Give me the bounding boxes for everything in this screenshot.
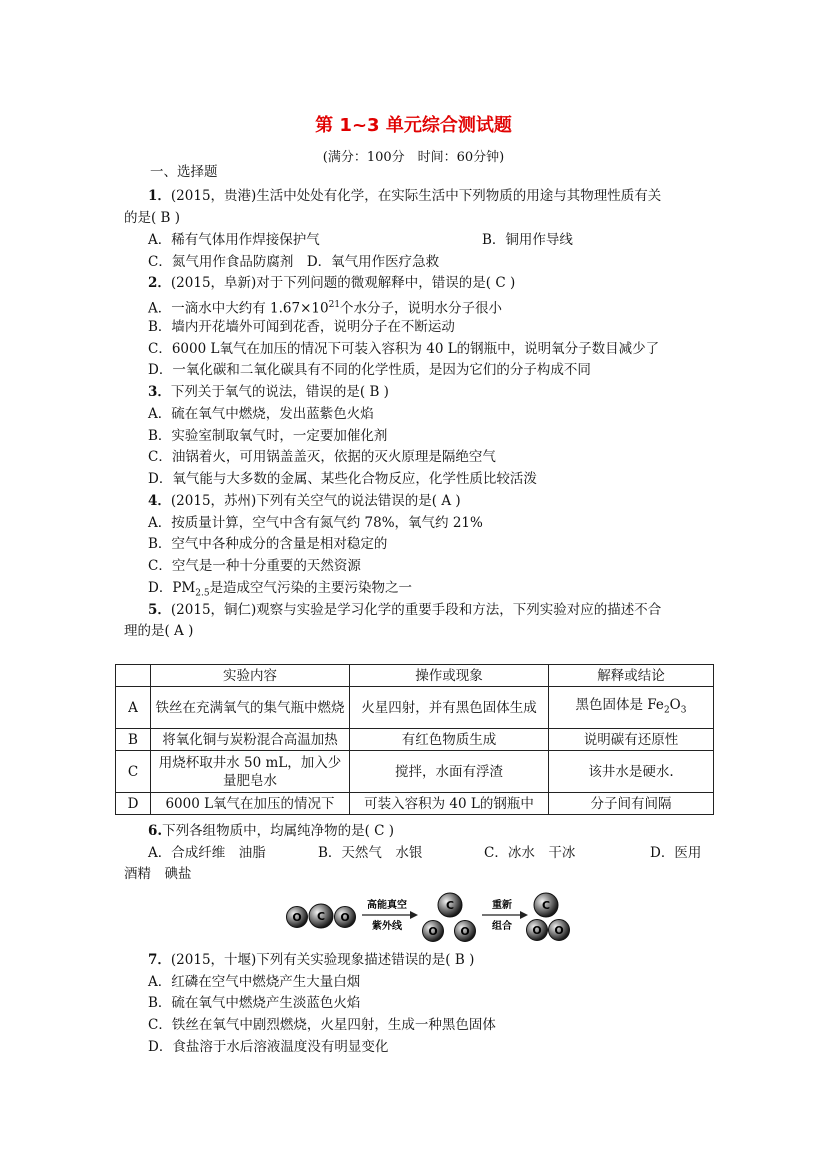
question-number: 6. xyxy=(148,823,163,839)
table-cell-content: 用烧杯取井水 50 mL，加入少量肥皂水 xyxy=(151,751,350,793)
question-text: 下列关于氧气的说法，错误的是( B ) xyxy=(170,384,389,400)
option-text: A．一滴水中大约有 1.67×10 xyxy=(148,300,329,317)
table-header-cell: 操作或现象 xyxy=(350,665,549,687)
question-2-option-a xyxy=(148,295,502,319)
question-3-option-c: C．油锅着火，可用锅盖盖灭，依据的灭火原理是隔绝空气 xyxy=(148,449,496,465)
question-text: 下列各组物质中，均属纯净物的是( C ) xyxy=(162,823,395,839)
table-header-row xyxy=(116,665,714,687)
conclusion-text: 黑色固体是 Fe xyxy=(575,696,664,713)
question-7-option-d: D．食盐溶于水后溶液温度没有明显变化 xyxy=(148,1039,389,1055)
table-cell-operation: 搅拌，水面有浮渣 xyxy=(350,751,549,793)
atom-label: C xyxy=(541,899,551,912)
question-7-option-a: A．红磷在空气中燃烧产生大量白烟 xyxy=(148,974,361,990)
question-6-option-a: A．合成纤维 油脂 xyxy=(148,845,266,861)
question-number: 5． xyxy=(148,602,171,618)
question-3-option-d: D．氧气能与大多数的金属、某些化合物反应，化学性质比较活泼 xyxy=(148,471,537,487)
table-cell-label: D xyxy=(116,793,151,815)
table-cell-label: A xyxy=(116,687,151,729)
question-2-option-d: D．一氧化碳和二氧化碳具有不同的化学性质，是因为它们的分子构成不同 xyxy=(148,362,591,378)
atom-label: C xyxy=(445,899,455,912)
question-text: (2015，铜仁)观察与实验是学习化学的重要手段和方法，下列实验对应的描述不合 xyxy=(170,602,662,618)
table-cell-content: 6000 L氧气在加压的情况下 xyxy=(151,793,350,815)
question-number: 3． xyxy=(148,384,171,400)
option-text: 个水分子，说明水分子很小 xyxy=(340,300,503,317)
question-6-option-d-cont: 酒精 碘盐 xyxy=(124,866,192,882)
question-5-stem-cont: 理的是( A ) xyxy=(124,623,194,639)
table-cell-label: C xyxy=(116,751,151,793)
arrow-head xyxy=(410,911,418,919)
question-6-option-c: C．冰水 干冰 xyxy=(484,845,576,861)
question-number: 1． xyxy=(148,188,171,204)
atom-label: O xyxy=(292,911,302,924)
atom-label: O xyxy=(340,911,350,924)
question-2-option-b: B．墙内开花墙外可闻到花香，说明分子在不断运动 xyxy=(148,319,455,335)
option-text: D．PM xyxy=(148,580,196,596)
question-text: (2015，贵港)生活中处处有化学，在实际生活中下列物质的用途与其物理性质有关 xyxy=(170,188,662,204)
question-2-stem xyxy=(148,273,515,293)
table-row xyxy=(116,793,714,815)
arrow-label-top: 重新 xyxy=(492,900,512,911)
question-2-option-c: C．6000 L氧气在加压的情况下可装入容积为 40 L的钢瓶中，说明氧分子数目减少了 xyxy=(148,341,660,357)
question-1-stem-cont: 的是( B ) xyxy=(124,210,181,226)
question-7-option-c: C．铁丝在氧气中剧烈燃烧，火星四射，生成一种黑色固体 xyxy=(148,1017,496,1033)
atom-label: O xyxy=(428,925,438,938)
page-title: 第 1~3 单元综合测试题 xyxy=(315,115,512,136)
table-row xyxy=(116,729,714,751)
question-1-option-b: B．铜用作导线 xyxy=(482,232,573,248)
superscript: 21 xyxy=(328,300,341,310)
question-5-stem xyxy=(148,600,661,620)
table-cell-operation: 有红色物质生成 xyxy=(350,729,549,751)
table-cell-conclusion xyxy=(549,687,714,729)
question-7-stem xyxy=(148,950,474,970)
atom-label: O xyxy=(460,925,470,938)
question-6-stem xyxy=(148,821,394,841)
table-cell-content: 将氧化铜与炭粉混合高温加热 xyxy=(151,729,350,751)
subscript: 2.5 xyxy=(195,588,210,599)
option-text: 是造成空气污染的主要污染物之一 xyxy=(209,580,413,596)
question-3-option-a: A．硫在氧气中燃烧，发出蓝紫色火焰 xyxy=(148,406,374,422)
question-6-option-d: D．医用 xyxy=(650,845,702,861)
table-cell-conclusion: 说明碳有还原性 xyxy=(549,729,714,751)
section-heading: 一、选择题 xyxy=(150,164,218,180)
question-4-option-a: A．按质量计算，空气中含有氮气约 78%，氧气约 21% xyxy=(148,515,483,531)
table-cell-operation: 可装入容积为 40 L的钢瓶中 xyxy=(350,793,549,815)
table-cell-label: B xyxy=(116,729,151,751)
atom-label: O xyxy=(532,924,542,937)
table-cell-content: 铁丝在充满氧气的集气瓶中燃烧 xyxy=(151,687,350,729)
question-6-option-b: B．天然气 水银 xyxy=(318,845,423,861)
question-3-stem xyxy=(148,382,389,402)
conclusion-text: O xyxy=(669,696,681,713)
table-row xyxy=(116,687,714,729)
co2-molecule xyxy=(287,904,356,928)
recombined-atoms xyxy=(527,893,570,941)
question-4-option-b: B．空气中各种成分的含量是相对稳定的 xyxy=(148,536,388,552)
question-3-option-b: B．实验室制取氧气时，一定要加催化剂 xyxy=(148,428,388,444)
table-cell-conclusion: 该井水是硬水. xyxy=(549,751,714,793)
atom-label: O xyxy=(554,924,564,937)
question-7-option-b: B．硫在氧气中燃烧产生淡蓝色火焰 xyxy=(148,995,361,1011)
question-number: 7． xyxy=(148,952,171,968)
question-text: (2015，十堰)下列有关实验现象描述错误的是( B ) xyxy=(170,952,475,968)
arrow-uv xyxy=(362,898,418,932)
atom-label: C xyxy=(316,910,326,923)
question-number: 2． xyxy=(148,275,171,291)
question-text: (2015，苏州)下列有关空气的说法错误的是( A ) xyxy=(170,493,461,509)
molecule-reaction-diagram xyxy=(284,887,574,945)
separated-atoms xyxy=(423,893,476,942)
arrow-recombine xyxy=(482,898,528,932)
question-number: 4． xyxy=(148,493,171,509)
question-text: (2015，阜新)对于下列问题的微观解释中，错误的是( C ) xyxy=(170,275,516,291)
subscript: 3 xyxy=(680,705,687,716)
question-1-option-a: A．稀有气体用作焊接保护气 xyxy=(148,232,320,248)
arrow-head xyxy=(520,911,528,919)
table-cell-operation: 火星四射，并有黑色固体生成 xyxy=(350,687,549,729)
arrow-label-bottom: 组合 xyxy=(492,921,512,932)
experiment-table xyxy=(115,664,714,815)
table-cell-conclusion: 分子间有间隔 xyxy=(549,793,714,815)
arrow-label-bottom: 紫外线 xyxy=(372,921,402,932)
table-header-cell: 解释或结论 xyxy=(549,665,714,687)
table-header-cell xyxy=(116,665,151,687)
question-4-option-c: C．空气是一种十分重要的天然资源 xyxy=(148,558,361,574)
subscript: 2 xyxy=(663,705,670,716)
arrow-label-top: 高能真空 xyxy=(367,900,407,911)
question-1-option-cd: C．氮气用作食品防腐剂 D．氧气用作医疗急救 xyxy=(148,254,440,270)
score-time-info: (满分：100分 时间：60分钟) xyxy=(322,150,505,165)
question-4-stem xyxy=(148,491,461,511)
question-1-stem xyxy=(148,186,661,206)
table-row xyxy=(116,751,714,793)
table-header-cell: 实验内容 xyxy=(151,665,350,687)
